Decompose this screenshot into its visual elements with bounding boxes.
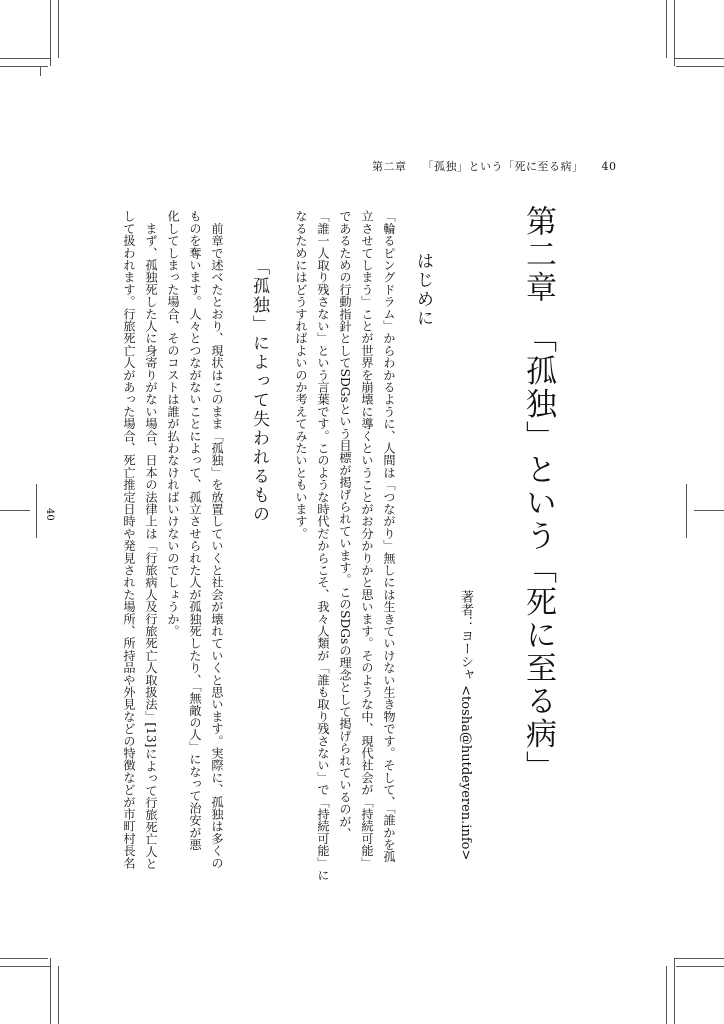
crop-mark — [58, 966, 59, 1024]
body-line: 前章で述べたとおり、現状はこのまま「孤独」を放置していくと社会が壊れていくと思います。実際に、孤独は多くの — [210, 210, 224, 869]
body-line: 立させてしまう」ことが世界を崩壊に導くということがお分かりかと思います。そのような中、現代社会が「持続可能」 — [360, 210, 374, 869]
body-line: であるための行動指針としてSDGsという目標が掲げられています。このSDGsの理念として掲げられているのが、 — [338, 210, 352, 840]
header-chapter: 第二章 — [372, 160, 407, 173]
body-line: 「輪るピングドラム」からわかるように、人間は「つながり」無しには生きていけない生き物です。そして、「誰かを孤 — [382, 210, 396, 863]
body-line: して扱われます。行旅死亡人があった場合、死亡推定日時や発見された場所、所持品や外見などの特徴などが市町村長名 — [122, 210, 136, 869]
body-line: 「誰一人取り残さない」という言葉です。このような時代だからこそ、我々人類が「誰も取り残さない」で「持続可能」に — [316, 210, 330, 881]
side-page-number: 40 — [44, 508, 55, 521]
crop-mark — [0, 510, 30, 511]
body-line: ものを奪います。人々とつながないことによって、孤立させられた人が孤独死したり、「無敵の人」になって治安が悪 — [188, 210, 202, 851]
crop-mark — [674, 958, 724, 959]
section-heading-loss: 「孤独」によって失われるもの — [249, 258, 269, 524]
crop-mark — [674, 958, 675, 1024]
author-line: 著者：ヨーシャ <tosha@hutdeyeren.info> — [458, 590, 473, 861]
crop-mark — [666, 966, 667, 1024]
crop-mark — [676, 966, 724, 967]
chapter-title: 第二章 「孤独」という「死に至る病」 — [520, 205, 556, 784]
section-heading-intro: はじめに — [413, 252, 433, 328]
crop-mark — [0, 966, 50, 967]
body-line: なるためにはどうすればよいのか考えてみたいともいます。 — [294, 210, 308, 540]
section-body-loss — [118, 210, 228, 869]
crop-mark — [0, 58, 50, 59]
crop-mark — [58, 0, 59, 58]
body-line: 化してしまった場合、そのコストは誰が払わなければいけないのでしょうか。 — [166, 210, 180, 637]
body-line: まず、孤独死した人に身寄りがない場合、日本の法律上は「行旅病人及行旅死亡人取扱法」[13]によって行旅死亡人と — [144, 210, 158, 870]
crop-mark — [694, 510, 724, 511]
crop-mark — [40, 66, 41, 76]
crop-mark — [50, 958, 51, 1024]
header-title: 「孤独」という「死に至る病」 — [422, 160, 584, 173]
crop-mark — [686, 484, 687, 538]
crop-mark — [0, 958, 48, 959]
crop-mark — [674, 58, 724, 59]
crop-mark — [674, 0, 675, 66]
crop-mark — [36, 484, 37, 538]
section-body-intro — [290, 210, 400, 881]
running-header — [372, 158, 617, 174]
crop-mark — [666, 0, 667, 58]
header-page-number: 40 — [601, 160, 617, 173]
crop-mark — [676, 66, 724, 67]
crop-mark — [50, 0, 51, 66]
